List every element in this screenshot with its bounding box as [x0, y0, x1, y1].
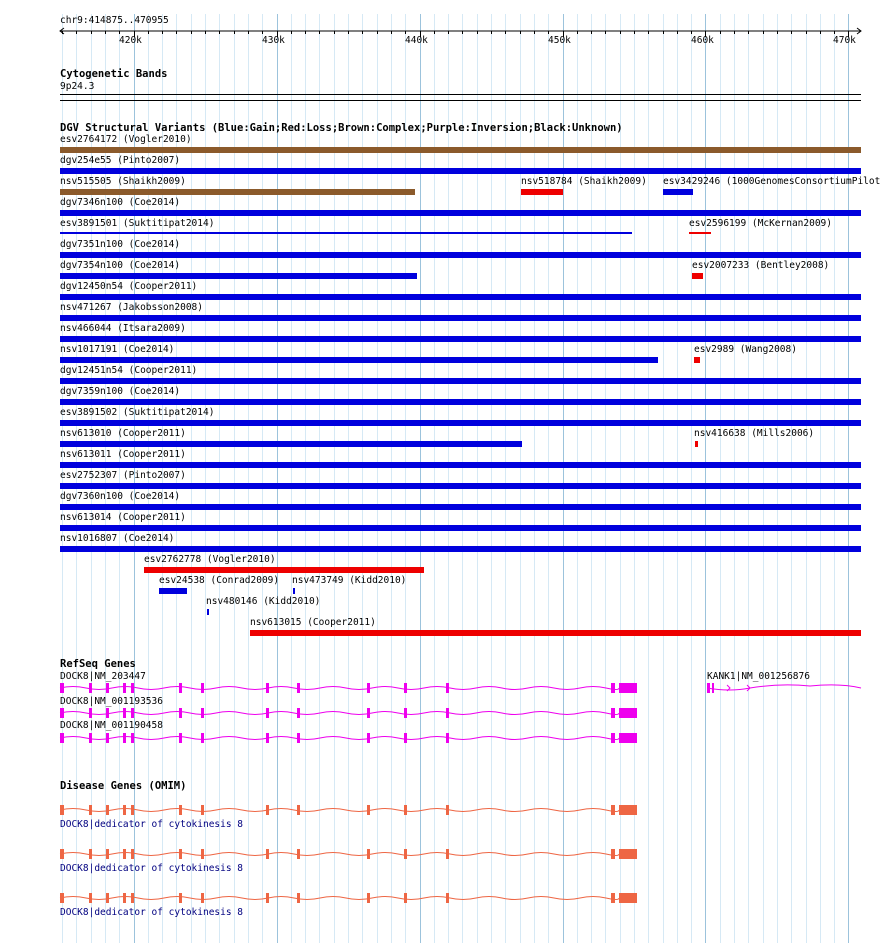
exon — [404, 733, 407, 743]
variant-label[interactable]: nsv613011 (Cooper2011) — [60, 449, 186, 460]
variant-label[interactable]: nsv416638 (Mills2006) — [694, 428, 815, 439]
omim-track-title[interactable]: Disease Genes (OMIM) — [60, 780, 187, 792]
ruler-tick-label: 430k — [262, 35, 285, 46]
exon — [106, 708, 109, 718]
exon — [179, 805, 182, 815]
exon — [266, 805, 269, 815]
exon — [89, 805, 92, 815]
variant-label[interactable]: esv24538 (Conrad2009) — [159, 575, 280, 586]
variant-bar[interactable] — [689, 232, 711, 234]
variant-bar[interactable] — [60, 336, 861, 342]
variant-label[interactable]: dgv7346n100 (Coe2014) — [60, 197, 181, 208]
exon — [367, 733, 370, 743]
variant-label[interactable]: esv3891502 (Suktitipat2014) — [60, 407, 215, 418]
exon — [446, 805, 449, 815]
intron-line — [60, 897, 619, 900]
variant-label[interactable]: esv2762778 (Vogler2010) — [144, 554, 276, 565]
ruler-tick-label: 440k — [405, 35, 428, 46]
exon — [60, 893, 64, 903]
variant-label[interactable]: esv3891501 (Suktitipat2014) — [60, 218, 215, 229]
exon — [201, 893, 204, 903]
exon — [297, 733, 300, 743]
gene-label[interactable]: DOCK8|NM_001193536 — [60, 696, 163, 707]
exon — [123, 849, 126, 859]
exon — [611, 893, 615, 903]
variant-bar[interactable] — [60, 546, 861, 552]
ruler-tick-label: 450k — [548, 35, 571, 46]
exon — [297, 805, 300, 815]
exon — [266, 849, 269, 859]
variant-bar[interactable] — [521, 189, 563, 195]
variant-bar[interactable] — [60, 315, 861, 321]
dgv-track-title[interactable]: DGV Structural Variants (Blue:Gain;Red:Loss;Brown:Complex;Purple:Inversion;Black:Unknown) — [60, 122, 623, 134]
variant-label[interactable]: nsv480146 (Kidd2010) — [206, 596, 321, 607]
exon — [367, 893, 370, 903]
variant-bar[interactable] — [250, 630, 861, 636]
exon — [611, 849, 615, 859]
variant-bar[interactable] — [60, 420, 861, 426]
exon — [404, 708, 407, 718]
exon — [367, 849, 370, 859]
gene-model[interactable] — [0, 680, 890, 696]
variant-label[interactable]: esv2596199 (McKernan2009) — [689, 218, 832, 229]
variant-bar[interactable] — [60, 504, 861, 510]
exon — [297, 893, 300, 903]
exon — [201, 708, 204, 718]
exon — [106, 893, 109, 903]
exon — [619, 893, 637, 903]
exon — [123, 893, 126, 903]
variant-label[interactable]: nsv613015 (Cooper2011) — [250, 617, 376, 628]
exon — [446, 708, 449, 718]
cytoband-line — [60, 94, 861, 95]
variant-bar[interactable] — [60, 483, 861, 489]
exon — [611, 708, 615, 718]
exon — [60, 849, 64, 859]
exon — [201, 849, 204, 859]
variant-label[interactable]: nsv518784 (Shaikh2009) — [521, 176, 647, 187]
refseq-track-title[interactable]: RefSeq Genes — [60, 658, 136, 670]
cytoband-label: 9p24.3 — [60, 81, 95, 92]
exon — [266, 733, 269, 743]
variant-label[interactable]: dgv12450n54 (Cooper2011) — [60, 281, 198, 292]
exon — [446, 733, 449, 743]
exon — [179, 849, 182, 859]
exon — [297, 849, 300, 859]
variant-bar[interactable] — [60, 525, 861, 531]
exon — [446, 849, 449, 859]
exon — [404, 893, 407, 903]
ruler-tick-label: 460k — [691, 35, 714, 46]
variant-bar[interactable] — [60, 441, 522, 447]
cytoband-track-title[interactable]: Cytogenetic Bands — [60, 68, 168, 80]
exon — [446, 893, 449, 903]
exon — [611, 805, 615, 815]
variant-label[interactable]: esv2989 (Wang2008) — [694, 344, 797, 355]
exon — [131, 733, 134, 743]
variant-label[interactable]: dgv12451n54 (Cooper2011) — [60, 365, 198, 376]
exon — [89, 708, 92, 718]
variant-bar[interactable] — [60, 462, 861, 468]
exon — [89, 733, 92, 743]
exon — [131, 893, 134, 903]
intron-line — [60, 737, 619, 740]
variant-label[interactable]: dgv254e55 (Pinto2007) — [60, 155, 181, 166]
omim-gene-label[interactable]: DOCK8|dedicator of cytokinesis 8 — [60, 819, 244, 830]
exon — [266, 708, 269, 718]
variant-bar[interactable] — [60, 147, 861, 153]
exon — [619, 849, 637, 859]
gene-model[interactable] — [0, 730, 890, 746]
exon — [201, 805, 204, 815]
variant-label[interactable]: nsv613010 (Cooper2011) — [60, 428, 186, 439]
variant-label[interactable]: esv3429246 (1000GenomesConsortiumPilot — [663, 176, 881, 187]
exon — [60, 805, 64, 815]
exon — [179, 893, 182, 903]
exon — [131, 849, 134, 859]
exon — [106, 849, 109, 859]
exon — [89, 849, 92, 859]
variant-bar[interactable] — [60, 189, 415, 195]
intron-line — [60, 712, 619, 715]
exon — [106, 733, 109, 743]
variant-bar[interactable] — [663, 189, 693, 195]
gene-model[interactable] — [0, 705, 890, 721]
exon — [404, 849, 407, 859]
variant-label[interactable]: dgv7351n100 (Coe2014) — [60, 239, 181, 250]
variant-label[interactable]: nsv1017191 (Coe2014) — [60, 344, 175, 355]
exon — [201, 733, 204, 743]
variant-bar[interactable] — [144, 567, 424, 573]
variant-label[interactable]: esv2752307 (Pinto2007) — [60, 470, 186, 481]
variant-label[interactable]: dgv7360n100 (Coe2014) — [60, 491, 181, 502]
variant-label[interactable]: esv2007233 (Bentley2008) — [692, 260, 830, 271]
gene-label[interactable]: DOCK8|NM_203447 — [60, 671, 146, 682]
omim-gene-label[interactable]: DOCK8|dedicator of cytokinesis 8 — [60, 907, 244, 918]
gene-label[interactable]: KANK1|NM_001256876 — [707, 671, 810, 682]
variant-label[interactable]: dgv7354n100 (Coe2014) — [60, 260, 181, 271]
omim-gene-model[interactable] — [0, 890, 890, 906]
exon — [131, 805, 134, 815]
variant-bar[interactable] — [207, 609, 209, 615]
exon — [123, 805, 126, 815]
exon — [123, 708, 126, 718]
ruler-tick-label: 470k — [833, 35, 856, 46]
exon — [297, 708, 300, 718]
exon — [106, 805, 109, 815]
intron-line — [60, 809, 619, 812]
variant-bar[interactable] — [695, 441, 698, 447]
exon — [123, 733, 126, 743]
exon — [611, 733, 615, 743]
variant-label[interactable]: esv2764172 (Vogler2010) — [60, 134, 192, 145]
variant-bar[interactable] — [60, 399, 861, 405]
omim-gene-model[interactable] — [0, 846, 890, 862]
exon — [179, 708, 182, 718]
variant-bar[interactable] — [60, 168, 861, 174]
exon — [89, 893, 92, 903]
exon — [179, 733, 182, 743]
omim-gene-model[interactable] — [0, 802, 890, 818]
omim-gene-label[interactable]: DOCK8|dedicator of cytokinesis 8 — [60, 863, 244, 874]
exon — [367, 805, 370, 815]
chromosome-position: chr9:414875..470955 — [60, 15, 169, 26]
exon — [404, 805, 407, 815]
exon — [131, 708, 134, 718]
variant-bar[interactable] — [60, 232, 632, 234]
gene-label[interactable]: DOCK8|NM_001190458 — [60, 720, 163, 731]
intron-line — [60, 853, 619, 856]
ruler-tick-label: 420k — [119, 35, 142, 46]
variant-label[interactable]: nsv471267 (Jakobsson2008) — [60, 302, 203, 313]
exon — [60, 708, 64, 718]
variant-label[interactable]: nsv473749 (Kidd2010) — [292, 575, 407, 586]
variant-bar[interactable] — [694, 357, 700, 363]
exon — [619, 708, 637, 718]
variant-bar[interactable] — [293, 588, 295, 594]
exon — [60, 733, 64, 743]
variant-bar[interactable] — [60, 357, 658, 363]
variant-label[interactable]: nsv466044 (Itsara2009) — [60, 323, 186, 334]
variant-bar[interactable] — [60, 378, 861, 384]
variant-bar[interactable] — [60, 294, 861, 300]
exon — [619, 733, 637, 743]
variant-bar[interactable] — [159, 588, 187, 594]
variant-bar[interactable] — [60, 273, 417, 279]
cytoband-line — [60, 100, 861, 101]
variant-label[interactable]: dgv7359n100 (Coe2014) — [60, 386, 181, 397]
variant-label[interactable]: nsv1016807 (Coe2014) — [60, 533, 175, 544]
exon — [367, 708, 370, 718]
variant-label[interactable]: nsv613014 (Cooper2011) — [60, 512, 186, 523]
variant-bar[interactable] — [60, 252, 861, 258]
variant-bar[interactable] — [692, 273, 703, 279]
variant-label[interactable]: nsv515505 (Shaikh2009) — [60, 176, 186, 187]
variant-bar[interactable] — [60, 210, 861, 216]
exon — [266, 893, 269, 903]
exon — [619, 805, 637, 815]
